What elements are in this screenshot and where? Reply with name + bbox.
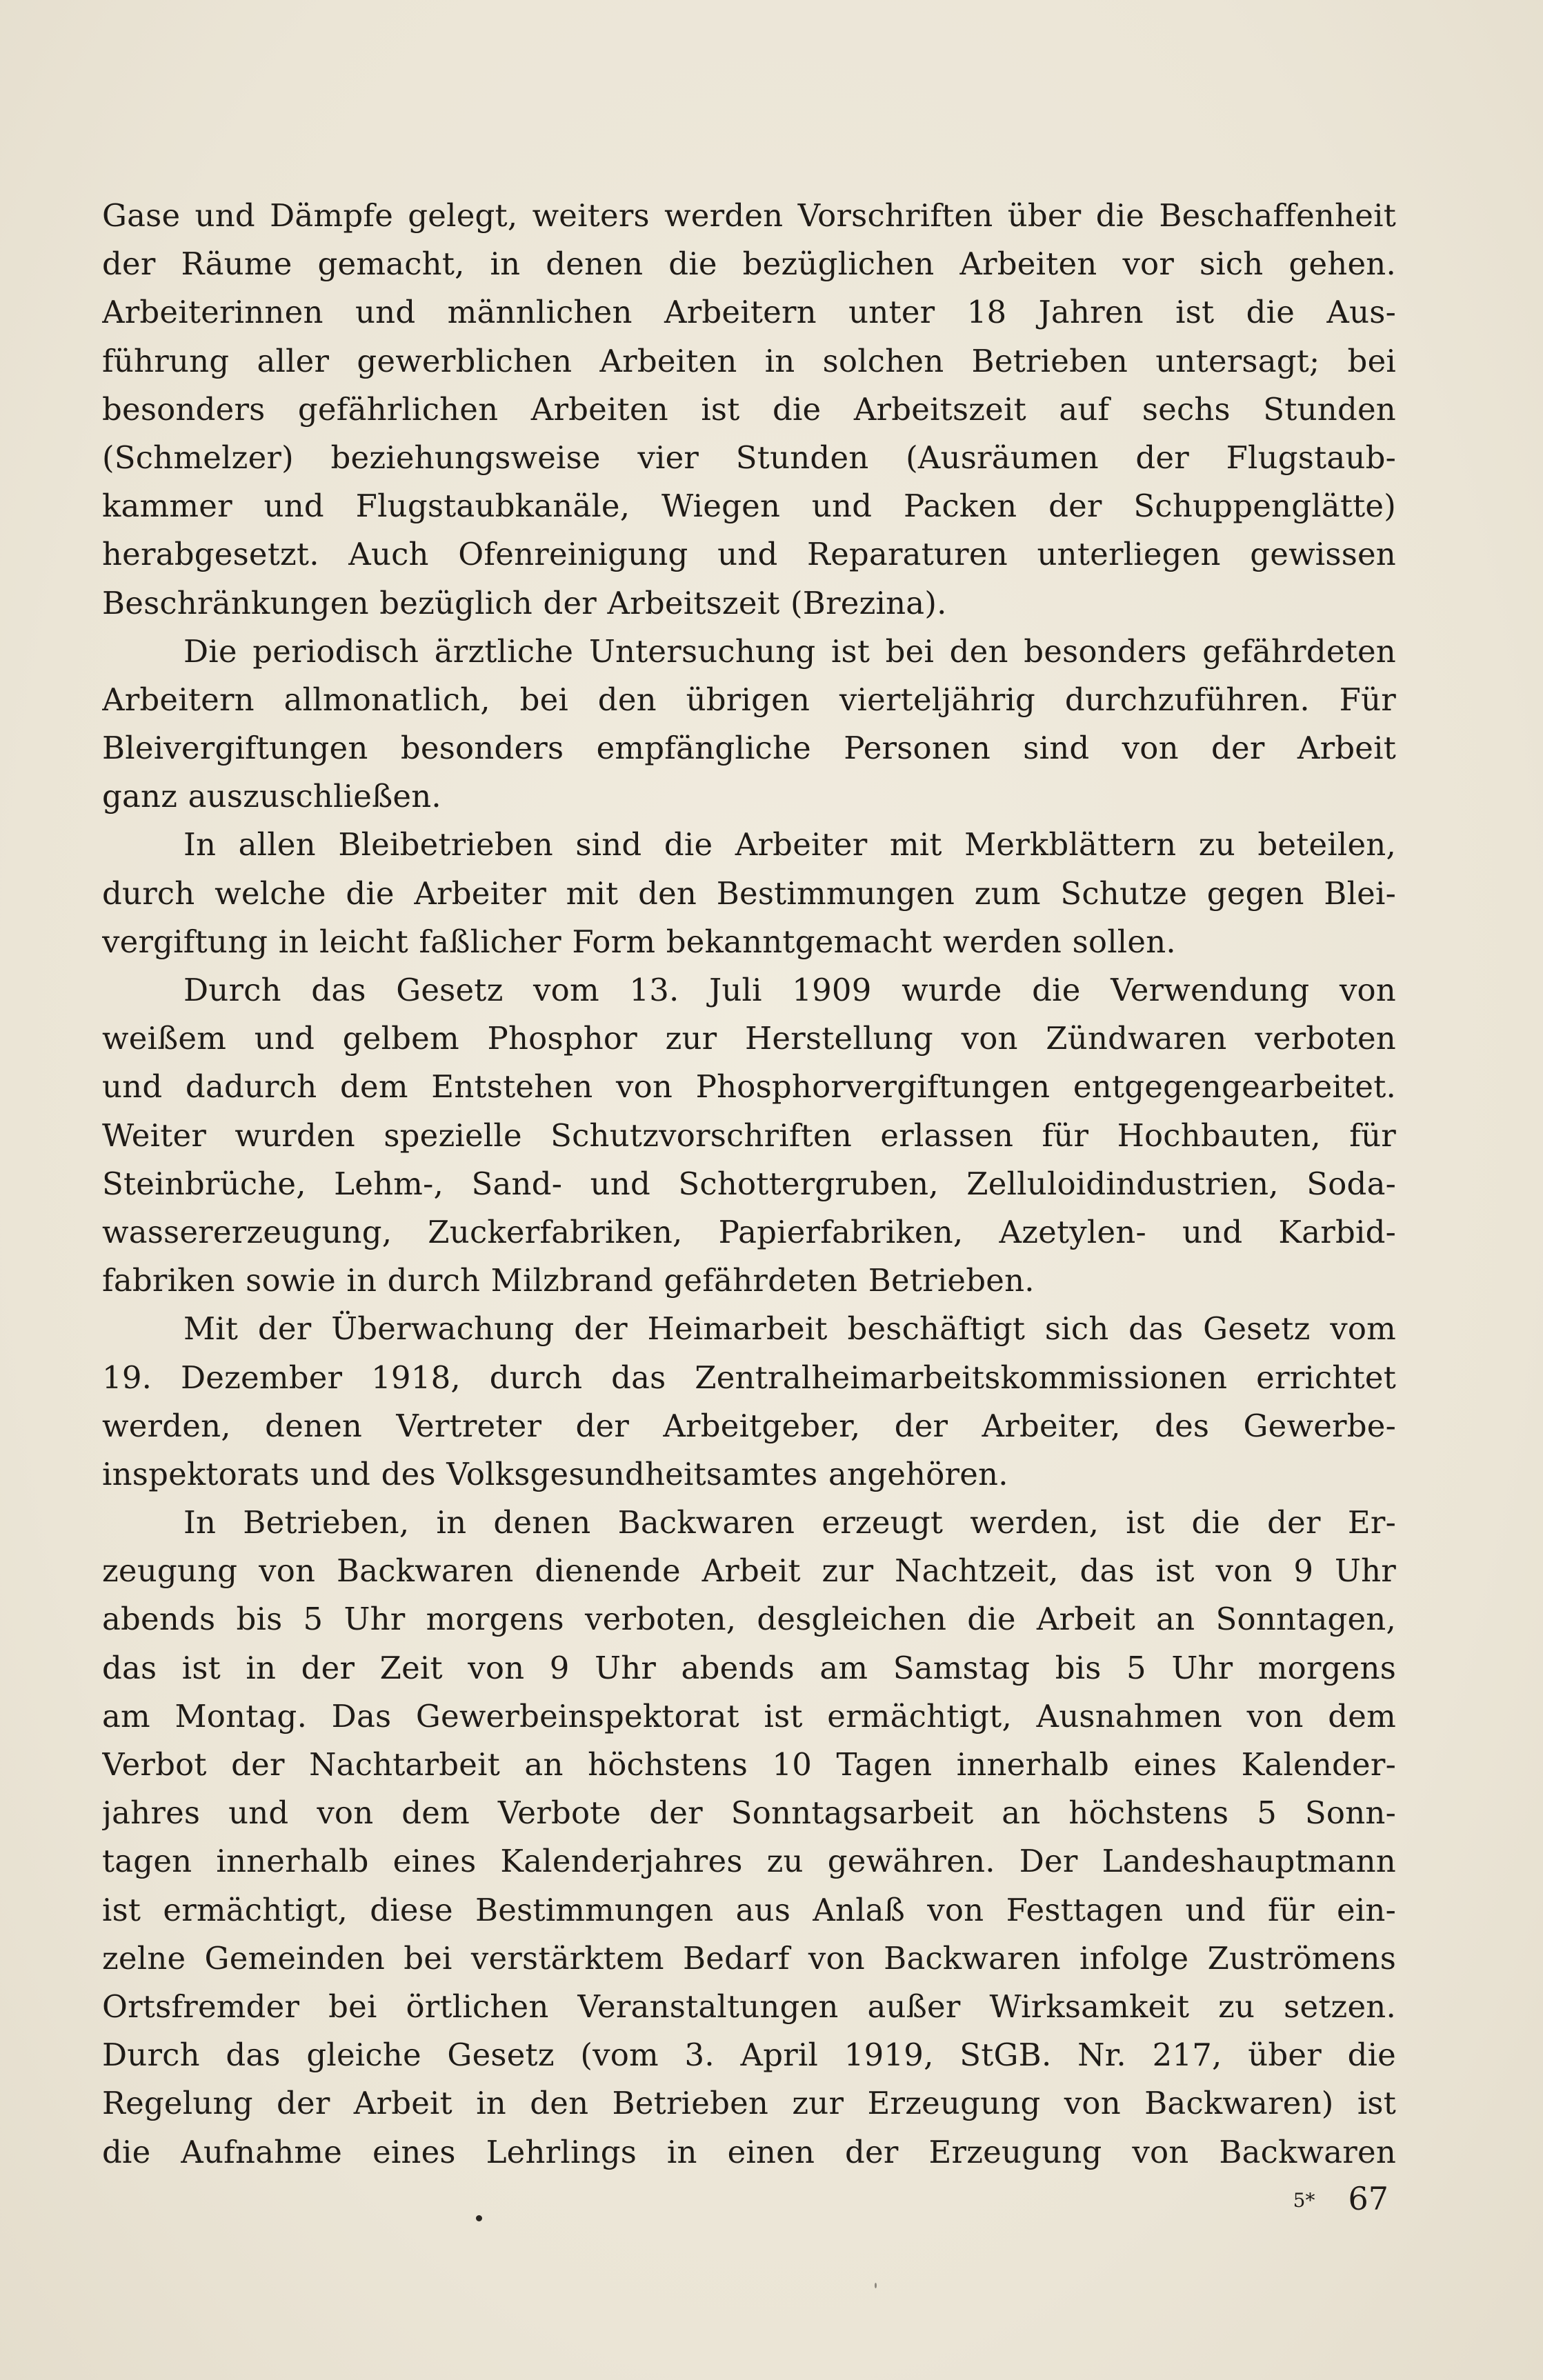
text-line: vergiftung in leicht faßlicher Form bekanntgemacht werden sollen. xyxy=(102,923,1176,960)
text-line: abends bis 5 Uhr morgens verboten, desgleichen die Arbeit an Sonntagen, xyxy=(102,1601,1396,1638)
text-line: das ist in der Zeit von 9 Uhr abends am Samstag bis 5 Uhr morgens xyxy=(102,1649,1396,1686)
paper-speck xyxy=(875,2283,877,2288)
paragraph-start-line: Mit der Überwachung der Heimarbeit beschäftigt sich das Gesetz vom xyxy=(183,1310,1396,1348)
text-line: weißem und gelbem Phosphor zur Herstellung von Zündwaren verboten xyxy=(102,1020,1396,1057)
text-line: Ortsfremder bei örtlichen Veranstaltungen außer Wirksamkeit zu setzen. xyxy=(102,1988,1396,2025)
text-line: zeugung von Backwaren dienende Arbeit zur Nachtzeit, das ist von 9 Uhr xyxy=(102,1552,1396,1590)
text-line: (Schmelzer) beziehungsweise vier Stunden (Ausräumen der Flugstaub- xyxy=(102,439,1396,476)
text-line: am Montag. Das Gewerbeinspektorat ist ermächtigt, Ausnahmen von dem xyxy=(102,1697,1396,1734)
text-line: werden, denen Vertreter der Arbeitgeber, der Arbeiter, des Gewerbe- xyxy=(102,1407,1396,1444)
body-text xyxy=(102,192,1396,2177)
text-line: Arbeitern allmonatlich, bei den übrigen vierteljährig durchzuführen. Für xyxy=(102,681,1396,718)
text-line: wassererzeugung, Zuckerfabriken, Papierfabriken, Azetylen- und Karbid- xyxy=(102,1213,1396,1250)
text-line: 19. Dezember 1918, durch das Zentralheimarbeitskommissionen errichtet xyxy=(102,1359,1396,1396)
text-line: Gase und Dämpfe gelegt, weiters werden Vorschriften über die Beschaffenheit xyxy=(102,197,1396,234)
paragraph-start-line: Durch das Gesetz vom 13. Juli 1909 wurde die Verwendung von xyxy=(183,972,1396,1008)
signature-mark: 5* xyxy=(1293,2189,1315,2212)
paragraph-start-line: Die periodisch ärztliche Untersuchung ist bei den besonders gefährdeten xyxy=(183,632,1396,670)
text-line: Durch das gleiche Gesetz (vom 3. April 1919, StGB. Nr. 217, über die xyxy=(102,2037,1396,2074)
text-line: der Räume gemacht, in denen die bezüglichen Arbeiten vor sich gehen. xyxy=(102,246,1396,283)
text-line: Arbeiterinnen und männlichen Arbeitern unter 18 Jahren ist die Aus- xyxy=(102,294,1396,331)
text-line: Bleivergiftungen besonders empfängliche Personen sind von der Arbeit xyxy=(102,730,1396,767)
page-number: 67 xyxy=(1348,2180,1388,2217)
text-line: und dadurch dem Entstehen von Phosphorvergiftungen entgegengearbeitet. xyxy=(102,1068,1396,1106)
text-line: Regelung der Arbeit in den Betrieben zur Erzeugung von Backwaren) ist xyxy=(102,2085,1396,2122)
text-line: jahres und von dem Verbote der Sonntagsarbeit an höchstens 5 Sonn- xyxy=(102,1794,1396,1832)
text-line: Weiter wurden spezielle Schutzvorschriften erlassen für Hochbauten, für xyxy=(102,1117,1396,1154)
paragraph-start-line: In allen Bleibetrieben sind die Arbeiter mit Merkblättern zu beteilen, xyxy=(183,826,1396,863)
text-line: ist ermächtigt, diese Bestimmungen aus Anlaß von Festtagen und für ein- xyxy=(102,1891,1396,1928)
text-line: zelne Gemeinden bei verstärktem Bedarf von Backwaren infolge Zuströmens xyxy=(102,1939,1396,1977)
paper-speck xyxy=(476,2215,482,2221)
text-line: durch welche die Arbeiter mit den Bestimmungen zum Schutze gegen Blei- xyxy=(102,874,1396,912)
text-line: kammer und Flugstaubkanäle, Wiegen und Packen der Schuppenglätte) xyxy=(102,488,1396,525)
text-line: ganz auszuschließen. xyxy=(102,778,441,815)
text-line: inspektorats und des Volksgesundheitsamtes angehören. xyxy=(102,1455,1008,1492)
text-line: die Aufnahme eines Lehrlings in einen der Erzeugung von Backwaren xyxy=(102,2133,1396,2170)
text-line: Steinbrüche, Lehm-, Sand- und Schottergruben, Zelluloidindustrien, Soda- xyxy=(102,1165,1396,1202)
page-footer xyxy=(1293,2178,1388,2224)
text-line: Verbot der Nachtarbeit an höchstens 10 Tagen innerhalb eines Kalender- xyxy=(102,1746,1396,1783)
text-line: führung aller gewerblichen Arbeiten in solchen Betrieben untersagt; bei xyxy=(102,342,1396,379)
text-line: herabgesetzt. Auch Ofenreinigung und Reparaturen unterliegen gewissen xyxy=(102,536,1396,573)
text-line: Beschränkungen bezüglich der Arbeitszeit (Brezina). xyxy=(102,584,947,621)
text-line: fabriken sowie in durch Milzbrand gefährdeten Betrieben. xyxy=(102,1262,1035,1299)
paragraph-start-line: In Betrieben, in denen Backwaren erzeugt werden, ist die der Er- xyxy=(183,1504,1396,1541)
text-line: tagen innerhalb eines Kalenderjahres zu gewähren. Der Landeshauptmann xyxy=(102,1843,1396,1880)
text-line: besonders gefährlichen Arbeiten ist die Arbeitszeit auf sechs Stunden xyxy=(102,390,1396,428)
